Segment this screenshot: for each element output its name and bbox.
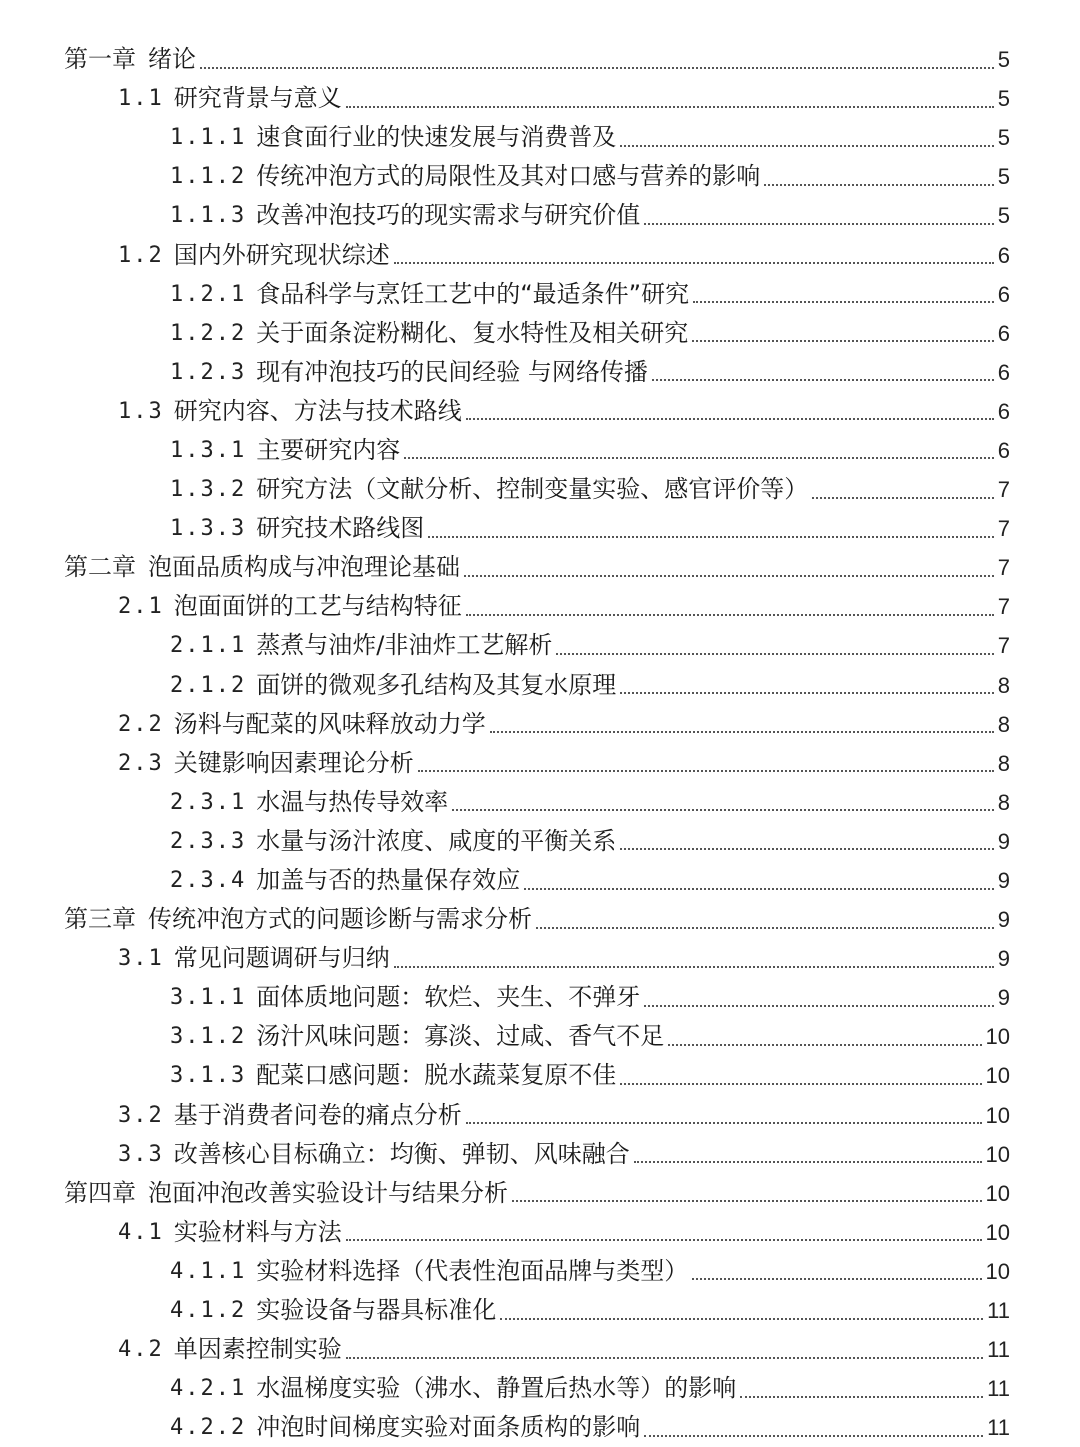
toc-page-number: 10 [985, 1219, 1010, 1245]
toc-entry-title: 关键影响因素理论分析 [173, 748, 414, 777]
toc-section-entry[interactable] [0, 939, 1080, 978]
toc-entry-title: 传统冲泡方式的问题诊断与需求分析 [148, 905, 532, 934]
toc-entry-number: 第四章 [64, 1178, 136, 1207]
toc-dot-leader [404, 457, 994, 459]
toc-page-number: 7 [997, 555, 1010, 581]
toc-entry-number: 1.3.1 [170, 437, 247, 463]
toc-entry-number: 1.2.2 [170, 320, 247, 346]
toc-dot-leader [394, 966, 994, 968]
toc-dot-leader [200, 67, 994, 69]
toc-page-number: 9 [997, 828, 1010, 854]
toc-entry-number: 2.3.1 [170, 789, 247, 815]
toc-dot-leader [428, 536, 994, 538]
toc-page-number: 6 [997, 320, 1010, 346]
toc-entry-number: 1.2 [118, 242, 164, 268]
toc-dot-leader [512, 1200, 982, 1202]
toc-page-number: 5 [997, 86, 1010, 112]
toc-subsection-entry[interactable] [0, 509, 1080, 548]
toc-entry-title: 国内外研究现状综述 [173, 240, 390, 269]
toc-subsection-entry[interactable] [0, 118, 1080, 157]
toc-dot-leader [620, 1083, 981, 1085]
toc-subsection-entry[interactable] [0, 1291, 1080, 1330]
toc-entry-number: 4.2.2 [170, 1415, 247, 1441]
toc-page-number: 11 [987, 1376, 1010, 1402]
toc-section-entry[interactable] [0, 744, 1080, 783]
toc-dot-leader [644, 1435, 983, 1437]
toc-entry-title: 研究背景与意义 [173, 84, 342, 113]
toc-dot-leader [692, 340, 994, 342]
toc-dot-leader [764, 184, 994, 186]
toc-dot-leader [346, 1357, 983, 1359]
toc-page-number: 9 [997, 985, 1010, 1011]
toc-entry-number: 第二章 [64, 553, 136, 582]
toc-page-number: 10 [985, 1258, 1010, 1284]
toc-entry-title: 泡面面饼的工艺与结构特征 [173, 592, 462, 621]
toc-subsection-entry[interactable] [0, 275, 1080, 314]
toc-page-number: 10 [985, 1102, 1010, 1128]
toc-chapter-entry[interactable] [0, 1174, 1080, 1213]
toc-entry-title: 面体质地问题：软烂、夹生、不弹牙 [256, 983, 641, 1012]
toc-page-number: 11 [987, 1298, 1010, 1324]
toc-section-entry[interactable] [0, 587, 1080, 626]
toc-subsection-entry[interactable] [0, 666, 1080, 705]
toc-page-number: 9 [997, 907, 1010, 933]
toc-subsection-entry[interactable] [0, 470, 1080, 509]
toc-page-number: 8 [997, 750, 1010, 776]
toc-dot-leader [466, 1122, 982, 1124]
toc-entry-title: 泡面品质构成与冲泡理论基础 [148, 553, 460, 582]
toc-entry-number: 2.3.4 [170, 868, 247, 894]
toc-entry-title: 配菜口感问题：脱水蔬菜复原不佳 [256, 1061, 617, 1090]
toc-dot-leader [634, 1161, 982, 1163]
toc-dot-leader [812, 497, 994, 499]
toc-entry-title: 食品科学与烹饪工艺中的“最适条件”研究 [256, 279, 690, 308]
toc-dot-leader [418, 770, 994, 772]
toc-entry-number: 4.1.1 [170, 1258, 247, 1284]
toc-dot-leader [536, 927, 994, 929]
toc-entry-number: 4.1.2 [170, 1298, 247, 1324]
toc-dot-leader [692, 1278, 981, 1280]
toc-entry-number: 4.1 [118, 1219, 164, 1245]
toc-dot-leader [490, 731, 994, 733]
toc-entry-title: 基于消费者问卷的痛点分析 [173, 1100, 462, 1129]
toc-chapter-entry[interactable] [0, 548, 1080, 587]
toc-subsection-entry[interactable] [0, 1017, 1080, 1056]
toc-entry-number: 3.3 [118, 1141, 164, 1167]
toc-subsection-entry[interactable] [0, 196, 1080, 235]
toc-subsection-entry[interactable] [0, 1369, 1080, 1408]
toc-dot-leader [556, 653, 993, 655]
toc-entry-title: 单因素控制实验 [173, 1335, 342, 1364]
toc-page-number: 6 [997, 398, 1010, 424]
toc-entry-number: 2.1.1 [170, 633, 247, 659]
toc-page-number: 6 [997, 437, 1010, 463]
toc-page-number: 10 [985, 1141, 1010, 1167]
toc-subsection-entry[interactable] [0, 783, 1080, 822]
toc-entry-number: 4.2 [118, 1337, 164, 1363]
toc-entry-number: 1.2.1 [170, 281, 247, 307]
toc-entry-number: 2.2 [118, 711, 164, 737]
toc-entry-title: 现有冲泡技巧的民间经验 与网络传播 [256, 357, 648, 386]
toc-entry-title: 实验材料与方法 [173, 1217, 342, 1246]
toc-subsection-entry[interactable] [0, 157, 1080, 196]
toc-entry-title: 速食面行业的快速发展与消费普及 [256, 123, 617, 152]
toc-entry-number: 1.1.2 [170, 164, 247, 190]
toc-entry-title: 传统冲泡方式的局限性及其对口感与营养的影响 [256, 162, 761, 191]
toc-page-number: 10 [985, 1063, 1010, 1089]
toc-entry-title: 泡面冲泡改善实验设计与结果分析 [148, 1178, 508, 1207]
toc-section-entry[interactable] [0, 392, 1080, 431]
toc-section-entry[interactable] [0, 1135, 1080, 1174]
table-of-contents [0, 40, 1080, 1447]
toc-entry-number: 1.3.3 [170, 516, 247, 542]
toc-entry-title: 冲泡时间梯度实验对面条质构的影响 [256, 1413, 641, 1442]
toc-entry-title: 关于面条淀粉糊化、复水特性及相关研究 [256, 318, 689, 347]
toc-page-number: 11 [987, 1337, 1010, 1363]
toc-entry-number: 1.1.3 [170, 203, 247, 229]
toc-entry-title: 主要研究内容 [256, 435, 401, 464]
toc-page-number: 7 [997, 633, 1010, 659]
toc-dot-leader [668, 1044, 981, 1046]
toc-page-number: 9 [997, 946, 1010, 972]
toc-entry-title: 面饼的微观多孔结构及其复水原理 [256, 670, 617, 699]
toc-section-entry[interactable] [0, 1096, 1080, 1135]
toc-entry-number: 第一章 [64, 45, 136, 74]
toc-page-number: 6 [997, 242, 1010, 268]
toc-entry-number: 3.1.1 [170, 985, 247, 1011]
toc-entry-number: 1.3.2 [170, 477, 247, 503]
toc-entry-number: 3.1 [118, 946, 164, 972]
toc-entry-number: 1.1.1 [170, 125, 247, 151]
toc-entry-title: 研究技术路线图 [256, 514, 425, 543]
toc-section-entry[interactable] [0, 235, 1080, 274]
toc-entry-number: 1.2.3 [170, 359, 247, 385]
toc-page-number: 7 [997, 516, 1010, 542]
toc-entry-number: 第三章 [64, 905, 136, 934]
toc-dot-leader [524, 888, 994, 890]
toc-subsection-entry[interactable] [0, 431, 1080, 470]
toc-dot-leader [644, 223, 994, 225]
toc-dot-leader [620, 145, 994, 147]
toc-subsection-entry[interactable] [0, 822, 1080, 861]
toc-dot-leader [464, 575, 994, 577]
toc-page-number: 7 [997, 477, 1010, 503]
toc-entry-number: 2.3 [118, 750, 164, 776]
toc-entry-title: 蒸煮与油炸/非油炸工艺解析 [256, 631, 553, 660]
toc-page-number: 5 [997, 47, 1010, 73]
toc-subsection-entry[interactable] [0, 353, 1080, 392]
toc-section-entry[interactable] [0, 705, 1080, 744]
toc-entry-title: 改善冲泡技巧的现实需求与研究价值 [256, 201, 641, 230]
toc-page-number: 7 [997, 594, 1010, 620]
toc-section-entry[interactable] [0, 79, 1080, 118]
toc-dot-leader [452, 809, 994, 811]
toc-entry-title: 加盖与否的热量保存效应 [256, 866, 521, 895]
toc-entry-title: 实验设备与器具标准化 [256, 1296, 497, 1325]
toc-dot-leader [466, 418, 994, 420]
toc-entry-number: 4.2.1 [170, 1376, 247, 1402]
toc-page-number: 5 [997, 203, 1010, 229]
toc-dot-leader [620, 848, 994, 850]
toc-dot-leader [644, 1005, 994, 1007]
toc-entry-number: 2.1 [118, 594, 164, 620]
toc-subsection-entry[interactable] [0, 1408, 1080, 1447]
toc-entry-number: 1.1 [118, 86, 164, 112]
toc-page-number: 8 [997, 672, 1010, 698]
toc-section-entry[interactable] [0, 1330, 1080, 1369]
toc-dot-leader [346, 106, 994, 108]
toc-entry-number: 3.1.2 [170, 1024, 247, 1050]
toc-dot-leader [740, 1396, 983, 1398]
toc-page-number: 6 [997, 281, 1010, 307]
toc-page-number: 11 [987, 1415, 1010, 1441]
toc-entry-title: 改善核心目标确立：均衡、弹韧、风味融合 [173, 1139, 630, 1168]
toc-entry-title: 研究内容、方法与技术路线 [173, 396, 462, 425]
toc-entry-number: 2.1.2 [170, 672, 247, 698]
toc-entry-title: 水温梯度实验（沸水、静置后热水等）的影响 [256, 1374, 737, 1403]
toc-page-number: 9 [997, 868, 1010, 894]
toc-subsection-entry[interactable] [0, 626, 1080, 665]
toc-page-number: 8 [997, 789, 1010, 815]
toc-subsection-entry[interactable] [0, 1252, 1080, 1291]
toc-dot-leader [620, 692, 994, 694]
toc-entry-title: 实验材料选择（代表性泡面品牌与类型） [256, 1256, 689, 1285]
toc-page-number: 5 [997, 164, 1010, 190]
toc-subsection-entry[interactable] [0, 978, 1080, 1017]
toc-entry-title: 常见问题调研与归纳 [173, 944, 390, 973]
toc-dot-leader [500, 1318, 983, 1320]
toc-entry-title: 水温与热传导效率 [256, 787, 449, 816]
toc-subsection-entry[interactable] [0, 861, 1080, 900]
toc-entry-number: 1.3 [118, 398, 164, 424]
toc-page-number: 10 [985, 1180, 1010, 1206]
toc-entry-title: 汤料与配菜的风味释放动力学 [173, 709, 486, 738]
toc-dot-leader [394, 262, 994, 264]
toc-entry-title: 水量与汤汁浓度、咸度的平衡关系 [256, 826, 617, 855]
toc-entry-title: 绪论 [148, 45, 196, 74]
toc-dot-leader [346, 1239, 982, 1241]
toc-page-number: 5 [997, 125, 1010, 151]
toc-subsection-entry[interactable] [0, 314, 1080, 353]
toc-page-number: 6 [997, 359, 1010, 385]
toc-dot-leader [693, 301, 994, 303]
toc-chapter-entry[interactable] [0, 40, 1080, 79]
toc-dot-leader [466, 614, 994, 616]
toc-chapter-entry[interactable] [0, 900, 1080, 939]
toc-entry-title: 研究方法（文献分析、控制变量实验、感官评价等） [256, 475, 809, 504]
toc-entry-number: 2.3.3 [170, 828, 247, 854]
toc-page-number: 10 [985, 1024, 1010, 1050]
toc-entry-number: 3.2 [118, 1102, 164, 1128]
toc-page-number: 8 [997, 711, 1010, 737]
toc-section-entry[interactable] [0, 1213, 1080, 1252]
toc-entry-number: 3.1.3 [170, 1063, 247, 1089]
toc-subsection-entry[interactable] [0, 1056, 1080, 1095]
toc-dot-leader [652, 379, 994, 381]
toc-entry-title: 汤汁风味问题：寡淡、过咸、香气不足 [256, 1022, 665, 1051]
